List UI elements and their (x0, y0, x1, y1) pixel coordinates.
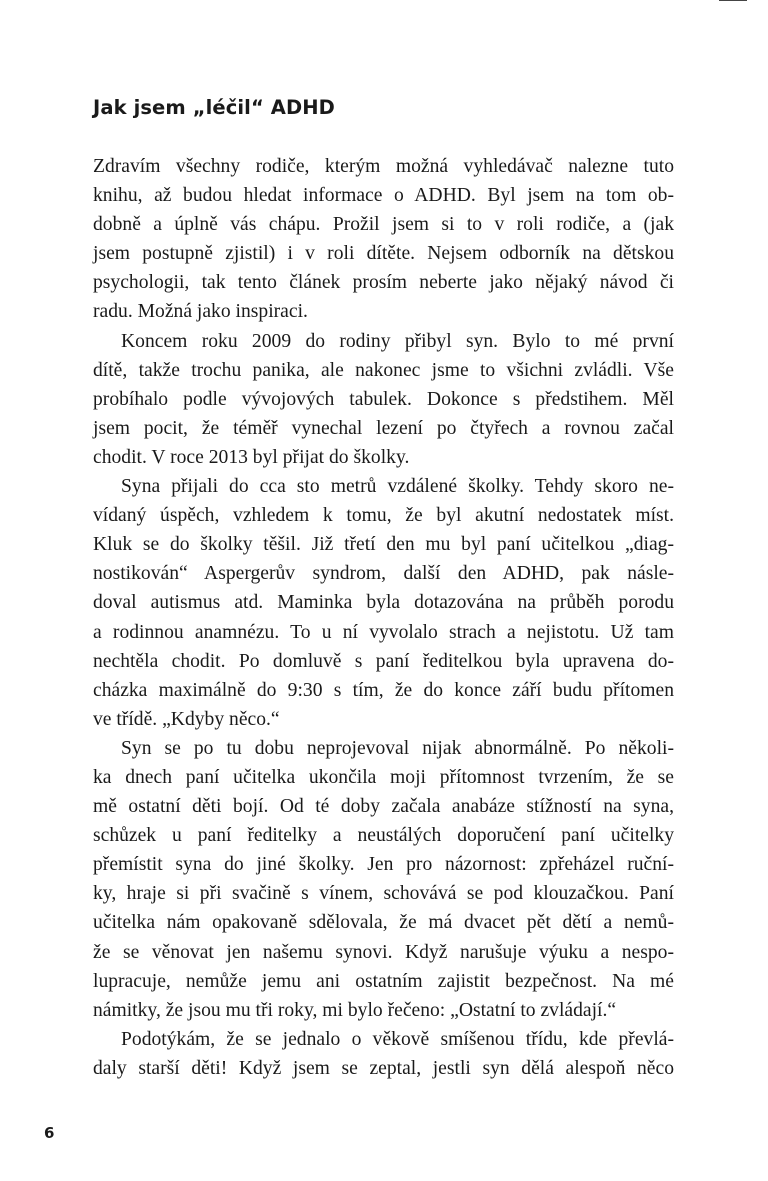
text-line: že se věnovat jen našemu synovi. Když narušuje výuku a nespo- (93, 941, 674, 963)
text-line: knihu, až budou hledat informace o ADHD. Byl jsem na tom ob- (93, 185, 674, 207)
text-line: doval autismus atd. Maminka byla dotazována na průběh porodu (93, 592, 674, 614)
text-line: dobně a úplně vás chápu. Prožil jsem si to v roli rodiče, a (jak (93, 214, 674, 236)
text-line: námitky, že jsou mu tři roky, mi bylo řečeno: „Ostatní to zvládají.“ (93, 999, 617, 1021)
paragraph (93, 1025, 674, 1083)
text-line: ky, hraje si při svačině s vínem, schovává se pod klouzačkou. Paní (93, 883, 674, 905)
text-line: jsem postupně zjistil) i v roli dítěte. Nejsem odborník na dětskou (93, 243, 674, 265)
text-line: radu. Možná jako inspiraci. (93, 301, 308, 323)
paragraph (93, 327, 674, 472)
paragraph (93, 734, 674, 1025)
text-line: vídaný úspěch, vzhledem k tomu, že byl akutní nedostatek míst. (93, 505, 674, 527)
text-line: Kluk se do školky těšil. Již třetí den mu byl paní učitelkou „diag- (93, 534, 674, 556)
text-line: dítě, takže trochu panika, ale nakonec jsme to všichni zvládli. Vše (93, 359, 674, 381)
text-line: mě ostatní děti bojí. Od té doby začala anabáze stížností na syna, (93, 796, 674, 818)
text-line: ka dnech paní učitelka ukončila moji přítomnost tvrzením, že se (93, 766, 674, 788)
text-line: chodit. V roce 2013 byl přijat do školky. (93, 446, 410, 468)
text-line: jsem pocit, že téměř vynechal lezení po čtyřech a rovnou začal (93, 417, 674, 439)
text-line: Koncem roku 2009 do rodiny přibyl syn. Bylo to mé první (121, 330, 674, 352)
text-line: lupracuje, nemůže jemu ani ostatním zajistit bezpečnost. Na mé (93, 970, 674, 992)
text-line: učitelka nám opakovaně sdělovala, že má dvacet pět dětí a nemů- (93, 912, 674, 934)
text-line: Syna přijali do cca sto metrů vzdálené školky. Tehdy skoro ne- (121, 476, 674, 498)
text-line: daly starší děti! Když jsem se zeptal, jestli syn dělá alespoň něco (93, 1057, 674, 1079)
text-line: schůzek u paní ředitelky a neustálých doporučení paní učitelky (93, 825, 674, 847)
text-line: a rodinnou anamnézu. To u ní vyvolalo strach a nejistotu. Už tam (93, 621, 674, 643)
text-line: přemístit syna do jiné školky. Jen pro názornost: zpřeházel ruční- (93, 854, 674, 876)
text-line: Podotýkám, že se jednalo o věkově smíšenou třídu, kde převlá- (121, 1028, 674, 1050)
crop-mark (719, 0, 747, 1)
text-line: Zdravím všechny rodiče, kterým možná vyhledávač nalezne tuto (93, 156, 674, 177)
text-line: nechtěla chodit. Po domluvě s paní ředitelkou byla upravena do- (93, 650, 674, 672)
text-line: ve třídě. „Kdyby něco.“ (93, 708, 280, 730)
page-number: 6 (44, 1124, 55, 1142)
paragraph (93, 472, 674, 734)
paragraph (93, 152, 674, 327)
chapter-heading: Jak jsem „léčil“ ADHD (93, 96, 335, 119)
text-line: Syn se po tu dobu neprojevoval nijak abnormálně. Po několi- (121, 737, 674, 759)
body-text (93, 152, 674, 1083)
text-line: probíhalo podle vývojových tabulek. Dokonce s předstihem. Měl (93, 388, 674, 410)
text-line: psychologii, tak tento článek prosím neberte jako nějaký návod či (93, 272, 674, 294)
text-line: nostikován“ Aspergerův syndrom, další den ADHD, pak násle- (93, 563, 674, 585)
text-line: cházka maximálně do 9:30 s tím, že do konce září budu přítomen (93, 679, 674, 701)
